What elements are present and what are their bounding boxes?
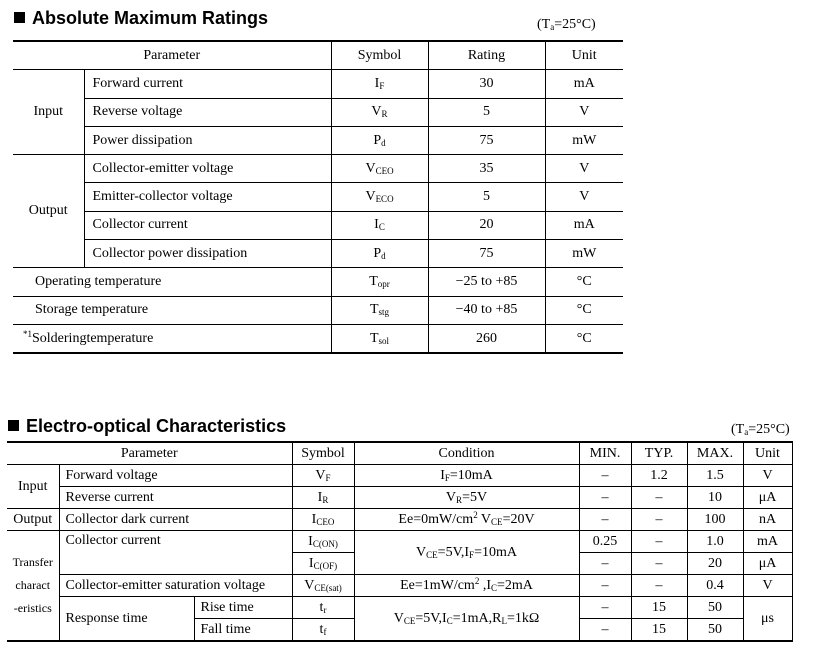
header-symbol: Symbol (292, 442, 354, 465)
cond-sub: R (456, 494, 463, 505)
header-typ: TYP. (631, 442, 687, 465)
symbol-main: V (371, 104, 382, 120)
symbol-cell (292, 553, 354, 575)
cond-sub: CE (426, 549, 438, 560)
parameter-cell: Collector power dissipation (84, 240, 331, 268)
table-header-row (7, 442, 792, 465)
unit-cell: V (545, 183, 623, 211)
temperature-condition (537, 17, 596, 33)
cond-prefix: (T (537, 17, 551, 32)
group-input: Input (7, 465, 59, 509)
max-cell: 0.4 (687, 575, 743, 597)
cond-sub: F (444, 472, 450, 483)
unit-cell: V (545, 98, 623, 126)
header-unit: Unit (743, 442, 792, 465)
parameter-cell: Forward current (84, 70, 331, 98)
unit-cell: mW (545, 126, 623, 154)
symbol-sub: R (322, 494, 329, 505)
parameter-cell: Collector current (59, 531, 292, 575)
parameter-text: Solderingtemperature (32, 330, 154, 346)
symbol-sub: CEO (316, 516, 335, 527)
symbol-sub: opr (377, 279, 390, 290)
header-min: MIN. (579, 442, 631, 465)
symbol-cell (331, 296, 428, 324)
group-label-line: charact (15, 578, 51, 592)
cond-sub: F (469, 549, 475, 560)
parameter-cell: Reverse current (59, 487, 292, 509)
cond-sub: L (501, 615, 507, 626)
group-label-line: Transfer (12, 555, 53, 569)
symbol-main: I (311, 511, 317, 527)
min-cell: 0.25 (579, 531, 631, 553)
parameter-cell: Power dissipation (84, 126, 331, 154)
typ-cell: – (631, 531, 687, 553)
header-unit: Unit (545, 41, 623, 70)
symbol-sub: C (378, 222, 385, 233)
cond-sub: a (744, 427, 749, 437)
symbol-main: I (374, 75, 380, 91)
unit-cell: μs (743, 597, 792, 642)
temperature-condition (731, 422, 790, 438)
group-output: Output (7, 509, 59, 531)
max-cell: 20 (687, 553, 743, 575)
cond-part: =20V (502, 511, 535, 527)
symbol-sub: CE(sat) (314, 582, 342, 593)
parameter-cell (13, 324, 331, 353)
cond-part: =5V (462, 489, 488, 505)
condition-cell (354, 531, 579, 575)
section-title-text: Absolute Maximum Ratings (32, 8, 269, 28)
electro-optical-table (7, 441, 793, 642)
symbol-cell (292, 465, 354, 487)
footnote-marker: *1 (23, 328, 32, 339)
symbol-main: V (365, 189, 376, 205)
cond-part: V (393, 610, 404, 626)
parameter-cell: Forward voltage (59, 465, 292, 487)
cond-part: =5V,I (437, 544, 470, 560)
cond-part: =10mA (449, 467, 493, 483)
parameter-cell: Collector-emitter saturation voltage (59, 575, 292, 597)
table-row (13, 211, 623, 239)
min-cell: – (579, 487, 631, 509)
symbol-cell (331, 183, 428, 211)
max-cell: 100 (687, 509, 743, 531)
section-title-text: Electro-optical Characteristics (26, 416, 287, 436)
symbol-main: I (308, 555, 314, 571)
cond-sub: CE (403, 615, 416, 626)
cond-part: Ee=1mW/cm (400, 577, 475, 593)
unit-cell: °C (545, 268, 623, 296)
symbol-sub: F (325, 472, 331, 483)
symbol-main: P (373, 132, 382, 148)
symbol-main: P (373, 245, 382, 261)
symbol-main: V (365, 160, 376, 176)
rating-cell: 35 (428, 155, 545, 183)
symbol-main: T (369, 330, 379, 346)
symbol-cell (292, 487, 354, 509)
min-cell: – (579, 465, 631, 487)
section-title-absolute-maximum-ratings (14, 8, 268, 28)
unit-cell: mA (545, 211, 623, 239)
unit-cell: °C (545, 296, 623, 324)
symbol-sub: C(OF) (313, 560, 338, 571)
table-row (13, 155, 623, 183)
symbol-cell (331, 126, 428, 154)
unit-cell: V (743, 575, 792, 597)
typ-cell: 1.2 (631, 465, 687, 487)
subparameter-cell: Fall time (194, 619, 292, 642)
section-title-electro-optical (8, 416, 286, 436)
symbol-main: I (374, 217, 379, 233)
symbol-sub: f (323, 626, 327, 637)
typ-cell: – (631, 509, 687, 531)
cond-part: V (445, 489, 457, 505)
symbol-cell (331, 98, 428, 126)
table-row (13, 324, 623, 353)
table-row (13, 70, 623, 98)
cond-sub: C (491, 582, 498, 593)
symbol-sub: r (323, 604, 327, 615)
parameter-cell: Response time (59, 597, 194, 642)
square-bullet-icon (14, 12, 25, 23)
header-parameter: Parameter (7, 442, 292, 465)
cond-sub: CE (491, 516, 503, 527)
table-row (7, 509, 792, 531)
symbol-cell (292, 619, 354, 642)
cond-part: =5V,I (415, 610, 447, 626)
cond-part: V (477, 511, 492, 527)
header-condition: Condition (354, 442, 579, 465)
unit-cell: mA (743, 531, 792, 553)
group-transfer-characteristics (7, 531, 59, 642)
table-row (13, 296, 623, 324)
table-row (7, 531, 792, 553)
unit-cell: V (743, 465, 792, 487)
unit-cell: μA (743, 487, 792, 509)
max-cell: 1.0 (687, 531, 743, 553)
typ-cell: 15 (631, 597, 687, 619)
table-row (7, 597, 792, 619)
rating-cell: 20 (428, 211, 545, 239)
rating-cell: −40 to +85 (428, 296, 545, 324)
symbol-sub: R (381, 109, 388, 120)
group-label-line: -eristics (13, 601, 52, 615)
table-row (13, 126, 623, 154)
unit-cell: μA (743, 553, 792, 575)
rating-cell: 5 (428, 98, 545, 126)
table-row (7, 575, 792, 597)
parameter-cell: Emitter-collector voltage (84, 183, 331, 211)
cond-sup: 2 (473, 509, 478, 520)
header-parameter: Parameter (13, 41, 331, 70)
symbol-cell (331, 211, 428, 239)
condition-cell (354, 509, 579, 531)
symbol-sub: stg (378, 307, 390, 318)
min-cell: – (579, 553, 631, 575)
rating-cell: 30 (428, 70, 545, 98)
table-row (13, 268, 623, 296)
max-cell: 1.5 (687, 465, 743, 487)
cond-part: Ee=0mW/cm (398, 511, 474, 527)
header-rating: Rating (428, 41, 545, 70)
subparameter-cell: Rise time (194, 597, 292, 619)
symbol-cell (331, 240, 428, 268)
table-row (13, 98, 623, 126)
cond-part: I (440, 467, 445, 483)
cond-part: =1kΩ (506, 610, 540, 626)
symbol-main: T (369, 302, 379, 318)
symbol-cell (292, 509, 354, 531)
rating-cell: 75 (428, 126, 545, 154)
symbol-cell (292, 575, 354, 597)
cond-part: =1mA,R (452, 610, 502, 626)
rating-cell: 75 (428, 240, 545, 268)
condition-cell (354, 597, 579, 642)
header-max: MAX. (687, 442, 743, 465)
parameter-cell: Collector-emitter voltage (84, 155, 331, 183)
cond-sub: C (446, 615, 453, 626)
cond-sup: 2 (474, 575, 480, 586)
symbol-main: t (319, 599, 324, 615)
cond-suffix: =25°C) (748, 422, 790, 437)
cond-part: V (416, 544, 427, 560)
parameter-cell: Storage temperature (13, 296, 331, 324)
symbol-main: I (308, 533, 313, 549)
typ-cell: – (631, 487, 687, 509)
header-symbol: Symbol (331, 41, 428, 70)
table-row (13, 240, 623, 268)
symbol-sub: d (381, 250, 386, 261)
group-output: Output (13, 155, 84, 268)
symbol-cell (331, 155, 428, 183)
min-cell: – (579, 575, 631, 597)
cond-part: =10mA (474, 544, 517, 560)
symbol-main: T (369, 274, 378, 290)
symbol-cell (292, 597, 354, 619)
typ-cell: 15 (631, 619, 687, 642)
symbol-cell (331, 324, 428, 353)
symbol-sub: sol (378, 335, 390, 346)
absolute-maximum-ratings-table (13, 40, 623, 354)
rating-cell: 5 (428, 183, 545, 211)
table-row (7, 465, 792, 487)
typ-cell: – (631, 553, 687, 575)
table-row (7, 487, 792, 509)
max-cell: 50 (687, 619, 743, 642)
parameter-cell: Operating temperature (13, 268, 331, 296)
condition-cell (354, 465, 579, 487)
table-header-row (13, 41, 623, 70)
unit-cell: nA (743, 509, 792, 531)
symbol-cell (331, 70, 428, 98)
symbol-sub: ECO (375, 194, 394, 205)
min-cell: – (579, 619, 631, 642)
unit-cell: mA (545, 70, 623, 98)
square-bullet-icon (8, 420, 19, 431)
condition-cell (354, 575, 579, 597)
symbol-sub: d (381, 137, 386, 148)
unit-cell: V (545, 155, 623, 183)
cond-suffix: =25°C) (554, 17, 596, 32)
parameter-cell: Collector current (84, 211, 331, 239)
parameter-cell: Reverse voltage (84, 98, 331, 126)
cond-sub: a (550, 22, 555, 32)
typ-cell: – (631, 575, 687, 597)
max-cell: 50 (687, 597, 743, 619)
symbol-cell (331, 268, 428, 296)
condition-cell (354, 487, 579, 509)
min-cell: – (579, 509, 631, 531)
symbol-sub: F (379, 80, 385, 91)
symbol-cell (292, 531, 354, 553)
group-input: Input (13, 70, 84, 155)
symbol-sub: CEO (375, 165, 394, 176)
min-cell: – (579, 597, 631, 619)
symbol-main: V (315, 467, 326, 483)
unit-cell: mW (545, 240, 623, 268)
symbol-main: I (317, 489, 323, 505)
symbol-main: t (319, 621, 324, 637)
cond-part: ,I (479, 577, 491, 593)
cond-part: =2mA (497, 577, 533, 593)
cond-prefix: (T (731, 422, 745, 437)
parameter-cell: Collector dark current (59, 509, 292, 531)
max-cell: 10 (687, 487, 743, 509)
rating-cell: 260 (428, 324, 545, 353)
symbol-sub: C(ON) (312, 538, 338, 549)
symbol-main: V (304, 577, 315, 593)
unit-cell: °C (545, 324, 623, 353)
table-row (13, 183, 623, 211)
rating-cell: −25 to +85 (428, 268, 545, 296)
